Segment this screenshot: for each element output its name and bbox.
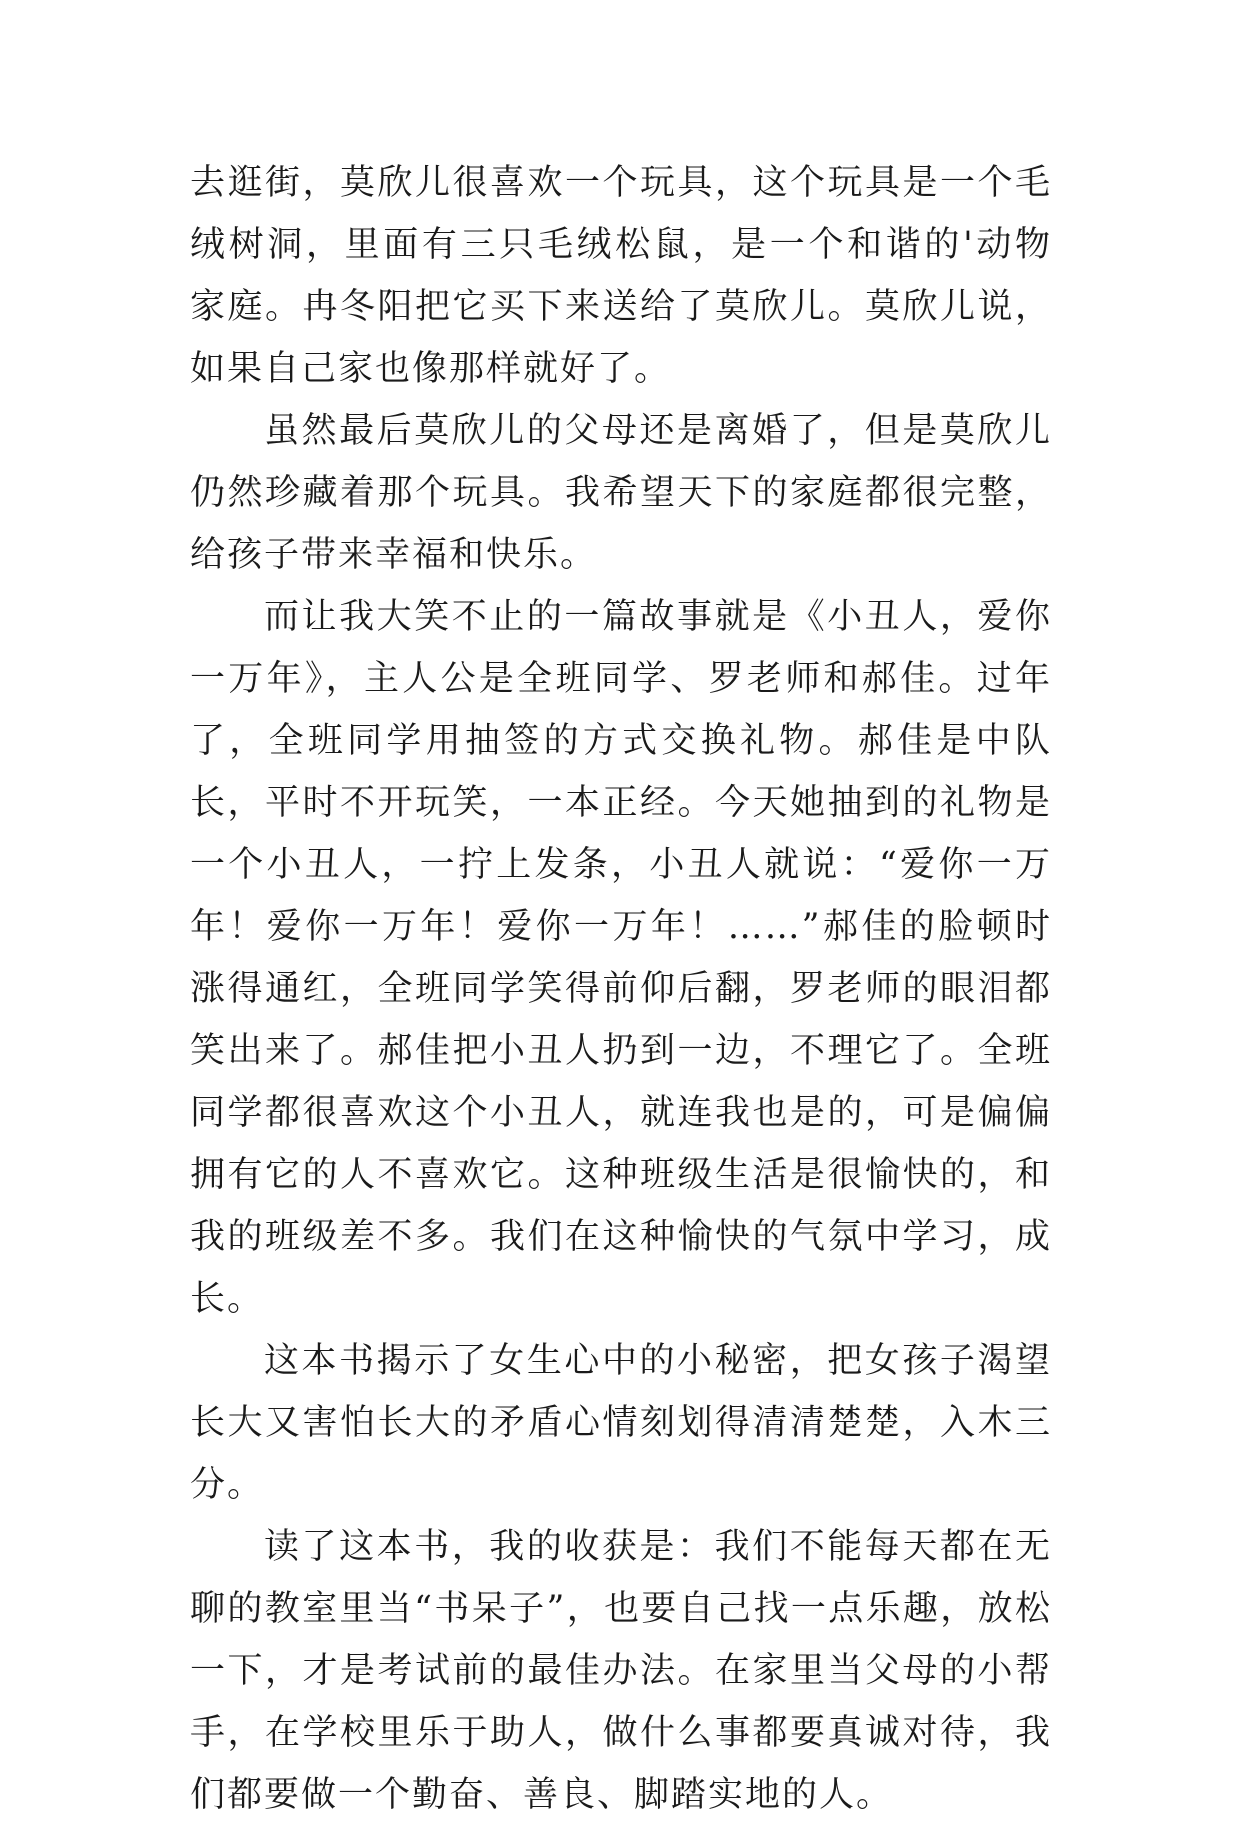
paragraph-continued: 去逛街，莫欣儿很喜欢一个玩具，这个玩具是一个毛绒树洞，里面有三只毛绒松鼠，是一个和谐的'动物家庭。冉冬阳把它买下来送给了莫欣儿。莫欣儿说，如果自己家也像那样就好了。: [190, 163, 1052, 389]
paragraph: 虽然最后莫欣儿的父母还是离婚了，但是莫欣儿仍然珍藏着那个玩具。我希望天下的家庭都很完整，给孩子带来幸福和快乐。: [190, 411, 1052, 575]
paragraph: 这本书揭示了女生心中的小秘密，把女孩子渴望长大又害怕长大的矛盾心情刻划得清清楚楚，入木三分。: [190, 1341, 1052, 1505]
body-text: [190, 152, 1052, 1826]
paragraph: 而让我大笑不止的一篇故事就是《小丑人，爱你一万年》，主人公是全班同学、罗老师和郝佳。过年了，全班同学用抽签的方式交换礼物。郝佳是中队长，平时不开玩笑，一本正经。今天她抽到的礼物是一个小丑人，一拧上发条，小丑人就说：“爱你一万年！爱你一万年！爱你一万年！……”郝佳的脸顿时涨得通红，全班同学笑得前仰后翻，罗老师的眼泪都笑出来了。郝佳把小丑人扔到一边，不理它了。全班同学都很喜欢这个小丑人，就连我也是的，可是偏偏拥有它的人不喜欢它。这种班级生活是很愉快的，和我的班级差不多。我们在这种愉快的气氛中学习，成长。: [190, 597, 1052, 1319]
paragraph: 读了这本书，我的收获是：我们不能每天都在无聊的教室里当“书呆子”，也要自己找一点乐趣，放松一下，才是考试前的最佳办法。在家里当父母的小帮手，在学校里乐于助人，做什么事都要真诚对待，我们都要做一个勤奋、善良、脚踏实地的人。: [190, 1527, 1052, 1815]
